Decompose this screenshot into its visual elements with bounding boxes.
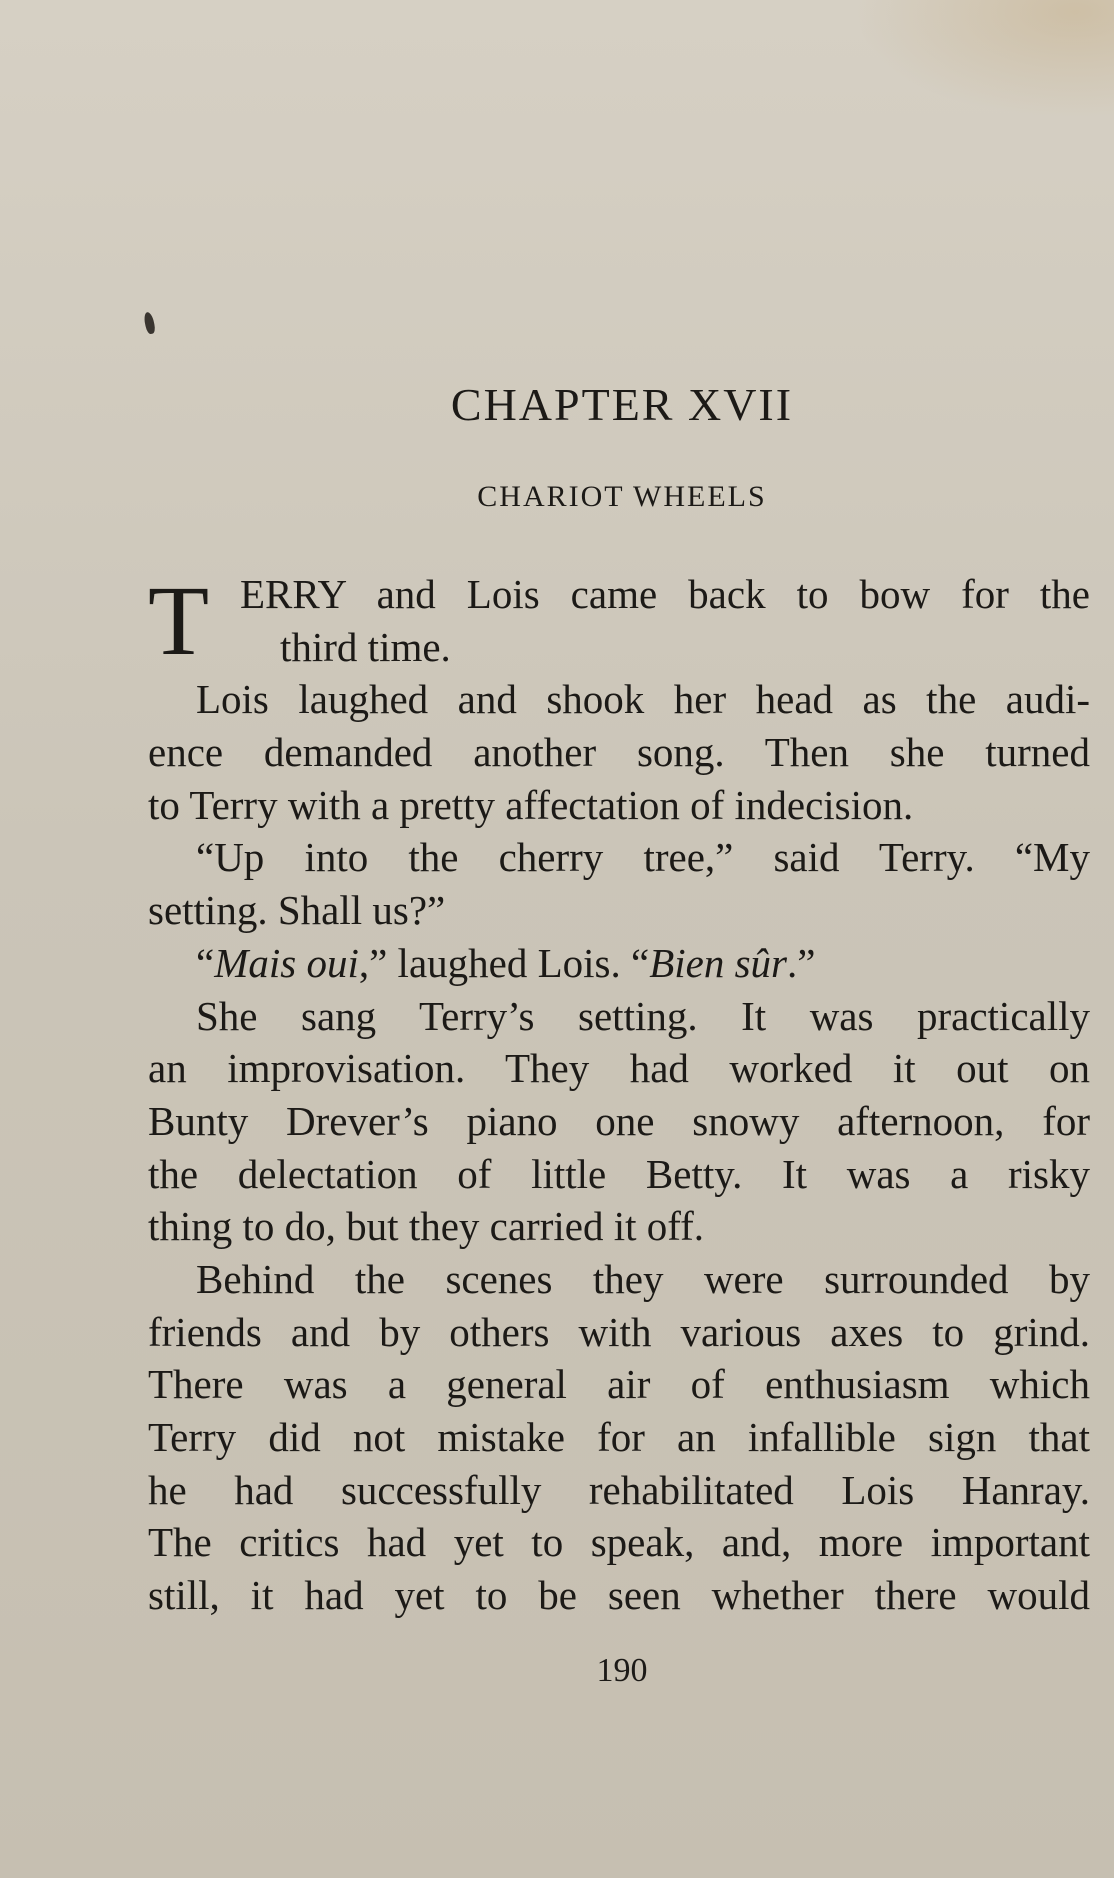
text-line: The critics had yet to speak, and, more important — [148, 1519, 1090, 1566]
text-line: Lois laughed and shook her head as the audi- — [196, 676, 1090, 723]
text-line: an improvisation. They had worked it out on — [148, 1045, 1090, 1092]
text-line: the delectation of little Betty. It was a risky — [148, 1150, 1090, 1197]
text-line: friends and by others with various axes to grind. — [148, 1308, 1090, 1355]
text-line: thing to do, but they carried it off. — [148, 1203, 705, 1250]
text-line: ERRY and Lois came back to bow for the — [240, 571, 1090, 617]
text-line: ence demanded another song. Then she turned — [148, 729, 1090, 776]
page-number: 190 — [596, 1652, 648, 1689]
text-lines — [148, 565, 1090, 1622]
chapter-title: CHARIOT WHEELS — [477, 480, 767, 513]
text-line: he had successfully rehabilitated Lois Hanray. — [148, 1466, 1090, 1513]
text-line: Terry did not mistake for an infallible sign that — [148, 1414, 1090, 1460]
chapter-number: CHAPTER XVII — [450, 379, 794, 430]
text-line: “Mais oui,” laughed Lois. “Bien sûr.” — [196, 939, 816, 986]
text-line: There was a general air of enthusiasm which — [148, 1361, 1090, 1408]
body-text — [148, 565, 1090, 1622]
text-line: Behind the scenes they were surrounded by — [196, 1255, 1090, 1302]
text-line: still, it had yet to be seen whether there would — [148, 1572, 1090, 1619]
drop-cap: T — [148, 565, 210, 676]
text-line: to Terry with a pretty affectation of indecision. — [148, 781, 914, 828]
paper-stain — [854, 0, 1114, 120]
text-line: “Up into the cherry tree,” said Terry. “My — [196, 834, 1090, 881]
text-line: third time. — [280, 623, 451, 670]
text-line: Bunty Drever’s piano one snowy afternoon, for — [148, 1097, 1090, 1144]
text-line: setting. Shall us?” — [148, 887, 446, 934]
text-line: She sang Terry’s setting. It was practically — [196, 992, 1090, 1039]
ink-speck — [143, 311, 156, 334]
